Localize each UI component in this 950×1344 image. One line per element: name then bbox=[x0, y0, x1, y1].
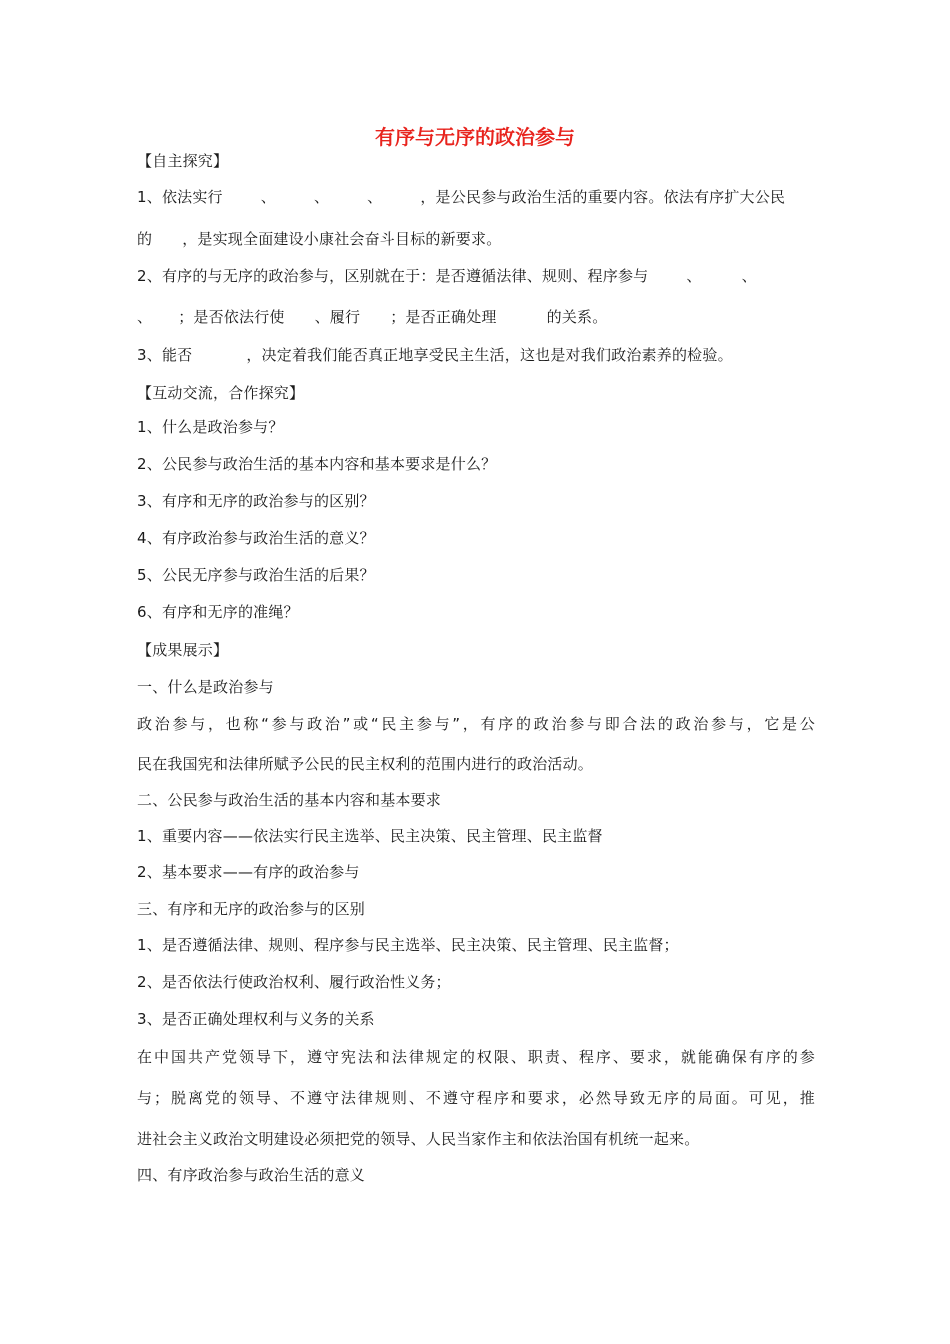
blank-separator: 、 bbox=[741, 267, 757, 285]
discussion-item: 3、有序和无序的政治参与的区别？ bbox=[137, 492, 375, 510]
section-heading-results: 【成果展示】 bbox=[137, 641, 229, 659]
question-2-text-b: ；是否依法行使 bbox=[178, 308, 285, 326]
subsection-3-item-3: 3、是否正确处理权利与义务的关系 bbox=[137, 1010, 375, 1028]
section-heading-discussion: 【互动交流，合作探究】 bbox=[137, 384, 305, 402]
blank-separator: 、 bbox=[367, 188, 383, 206]
subsection-2-item-2: 2、基本要求——有序的政治参与 bbox=[137, 863, 360, 881]
question-1-line-2 bbox=[137, 228, 501, 250]
question-2-text-d: ；是否正确处理 bbox=[390, 308, 497, 326]
question-1-text-a: 1、依法实行 bbox=[137, 188, 223, 206]
question-1-line-1 bbox=[137, 186, 785, 208]
blank-separator: 、 bbox=[137, 308, 153, 326]
question-2-text-c: 、履行 bbox=[314, 308, 361, 326]
paragraph-1-line-2: 民在我国宪和法律所赋予公民的民主权利的范围内进行的政治活动。 bbox=[137, 755, 594, 773]
subsection-2-item-1: 1、重要内容——依法实行民主选举、民主决策、民主管理、民主监督 bbox=[137, 827, 603, 845]
question-2-line-2 bbox=[137, 306, 607, 328]
discussion-item: 4、有序政治参与政治生活的意义？ bbox=[137, 529, 375, 547]
paragraph-3-line-1: 在中国共产党领导下，遵守宪法和法律规定的权限、职责、程序、要求，就能确保有序的参 bbox=[137, 1048, 815, 1066]
blank-separator: 、 bbox=[686, 267, 702, 285]
question-3-text-b: ，决定着我们能否真正地享受民主生活，这也是对我们政治素养的检验。 bbox=[246, 346, 733, 364]
question-2-line-1 bbox=[137, 265, 757, 287]
question-2-text-e: 的关系。 bbox=[546, 308, 608, 326]
subsection-3-item-2: 2、是否依法行使政治权利、履行政治性义务； bbox=[137, 973, 451, 991]
paragraph-3-line-3: 进社会主义政治文明建设必须把党的领导、人民当家作主和依法治国有机统一起来。 bbox=[137, 1130, 700, 1148]
discussion-item: 1、什么是政治参与？ bbox=[137, 418, 284, 436]
subsection-3-item-1: 1、是否遵循法律、规则、程序参与民主选举、民主决策、民主管理、民主监督； bbox=[137, 936, 679, 954]
blank-separator: 、 bbox=[260, 188, 276, 206]
question-1-text-b: ，是公民参与政治生活的重要内容。依法有序扩大公民 bbox=[420, 188, 786, 206]
discussion-item: 5、公民无序参与政治生活的后果？ bbox=[137, 566, 375, 584]
document-title: 有序与无序的政治参与 bbox=[375, 125, 575, 149]
paragraph-3-line-2: 与；脱离党的领导、不遵守法律规则、不遵守程序和要求，必然导致无序的局面。可见，推 bbox=[137, 1089, 815, 1107]
question-1-text-c: 的 bbox=[137, 230, 153, 248]
subsection-title-3: 三、有序和无序的政治参与的区别 bbox=[137, 900, 366, 918]
section-heading-self-study: 【自主探究】 bbox=[137, 152, 229, 170]
discussion-item: 2、公民参与政治生活的基本内容和基本要求是什么？ bbox=[137, 455, 497, 473]
paragraph-1-line-1: 政治参与，也称“参与政治”或“民主参与”，有序的政治参与即合法的政治参与，它是公 bbox=[137, 715, 815, 733]
question-2-text-a: 2、有序的与无序的政治参与，区别就在于：是否遵循法律、规则、程序参与 bbox=[137, 267, 649, 285]
question-3 bbox=[137, 344, 733, 366]
blank-separator: 、 bbox=[313, 188, 330, 206]
discussion-item: 6、有序和无序的准绳？ bbox=[137, 603, 299, 621]
subsection-title-1: 一、什么是政治参与 bbox=[137, 678, 274, 696]
question-1-text-d: ，是实现全面建设小康社会奋斗目标的新要求。 bbox=[182, 230, 502, 248]
subsection-title-4: 四、有序政治参与政治生活的意义 bbox=[137, 1166, 366, 1184]
subsection-title-2: 二、公民参与政治生活的基本内容和基本要求 bbox=[137, 791, 442, 809]
question-3-text-a: 3、能否 bbox=[137, 346, 193, 364]
